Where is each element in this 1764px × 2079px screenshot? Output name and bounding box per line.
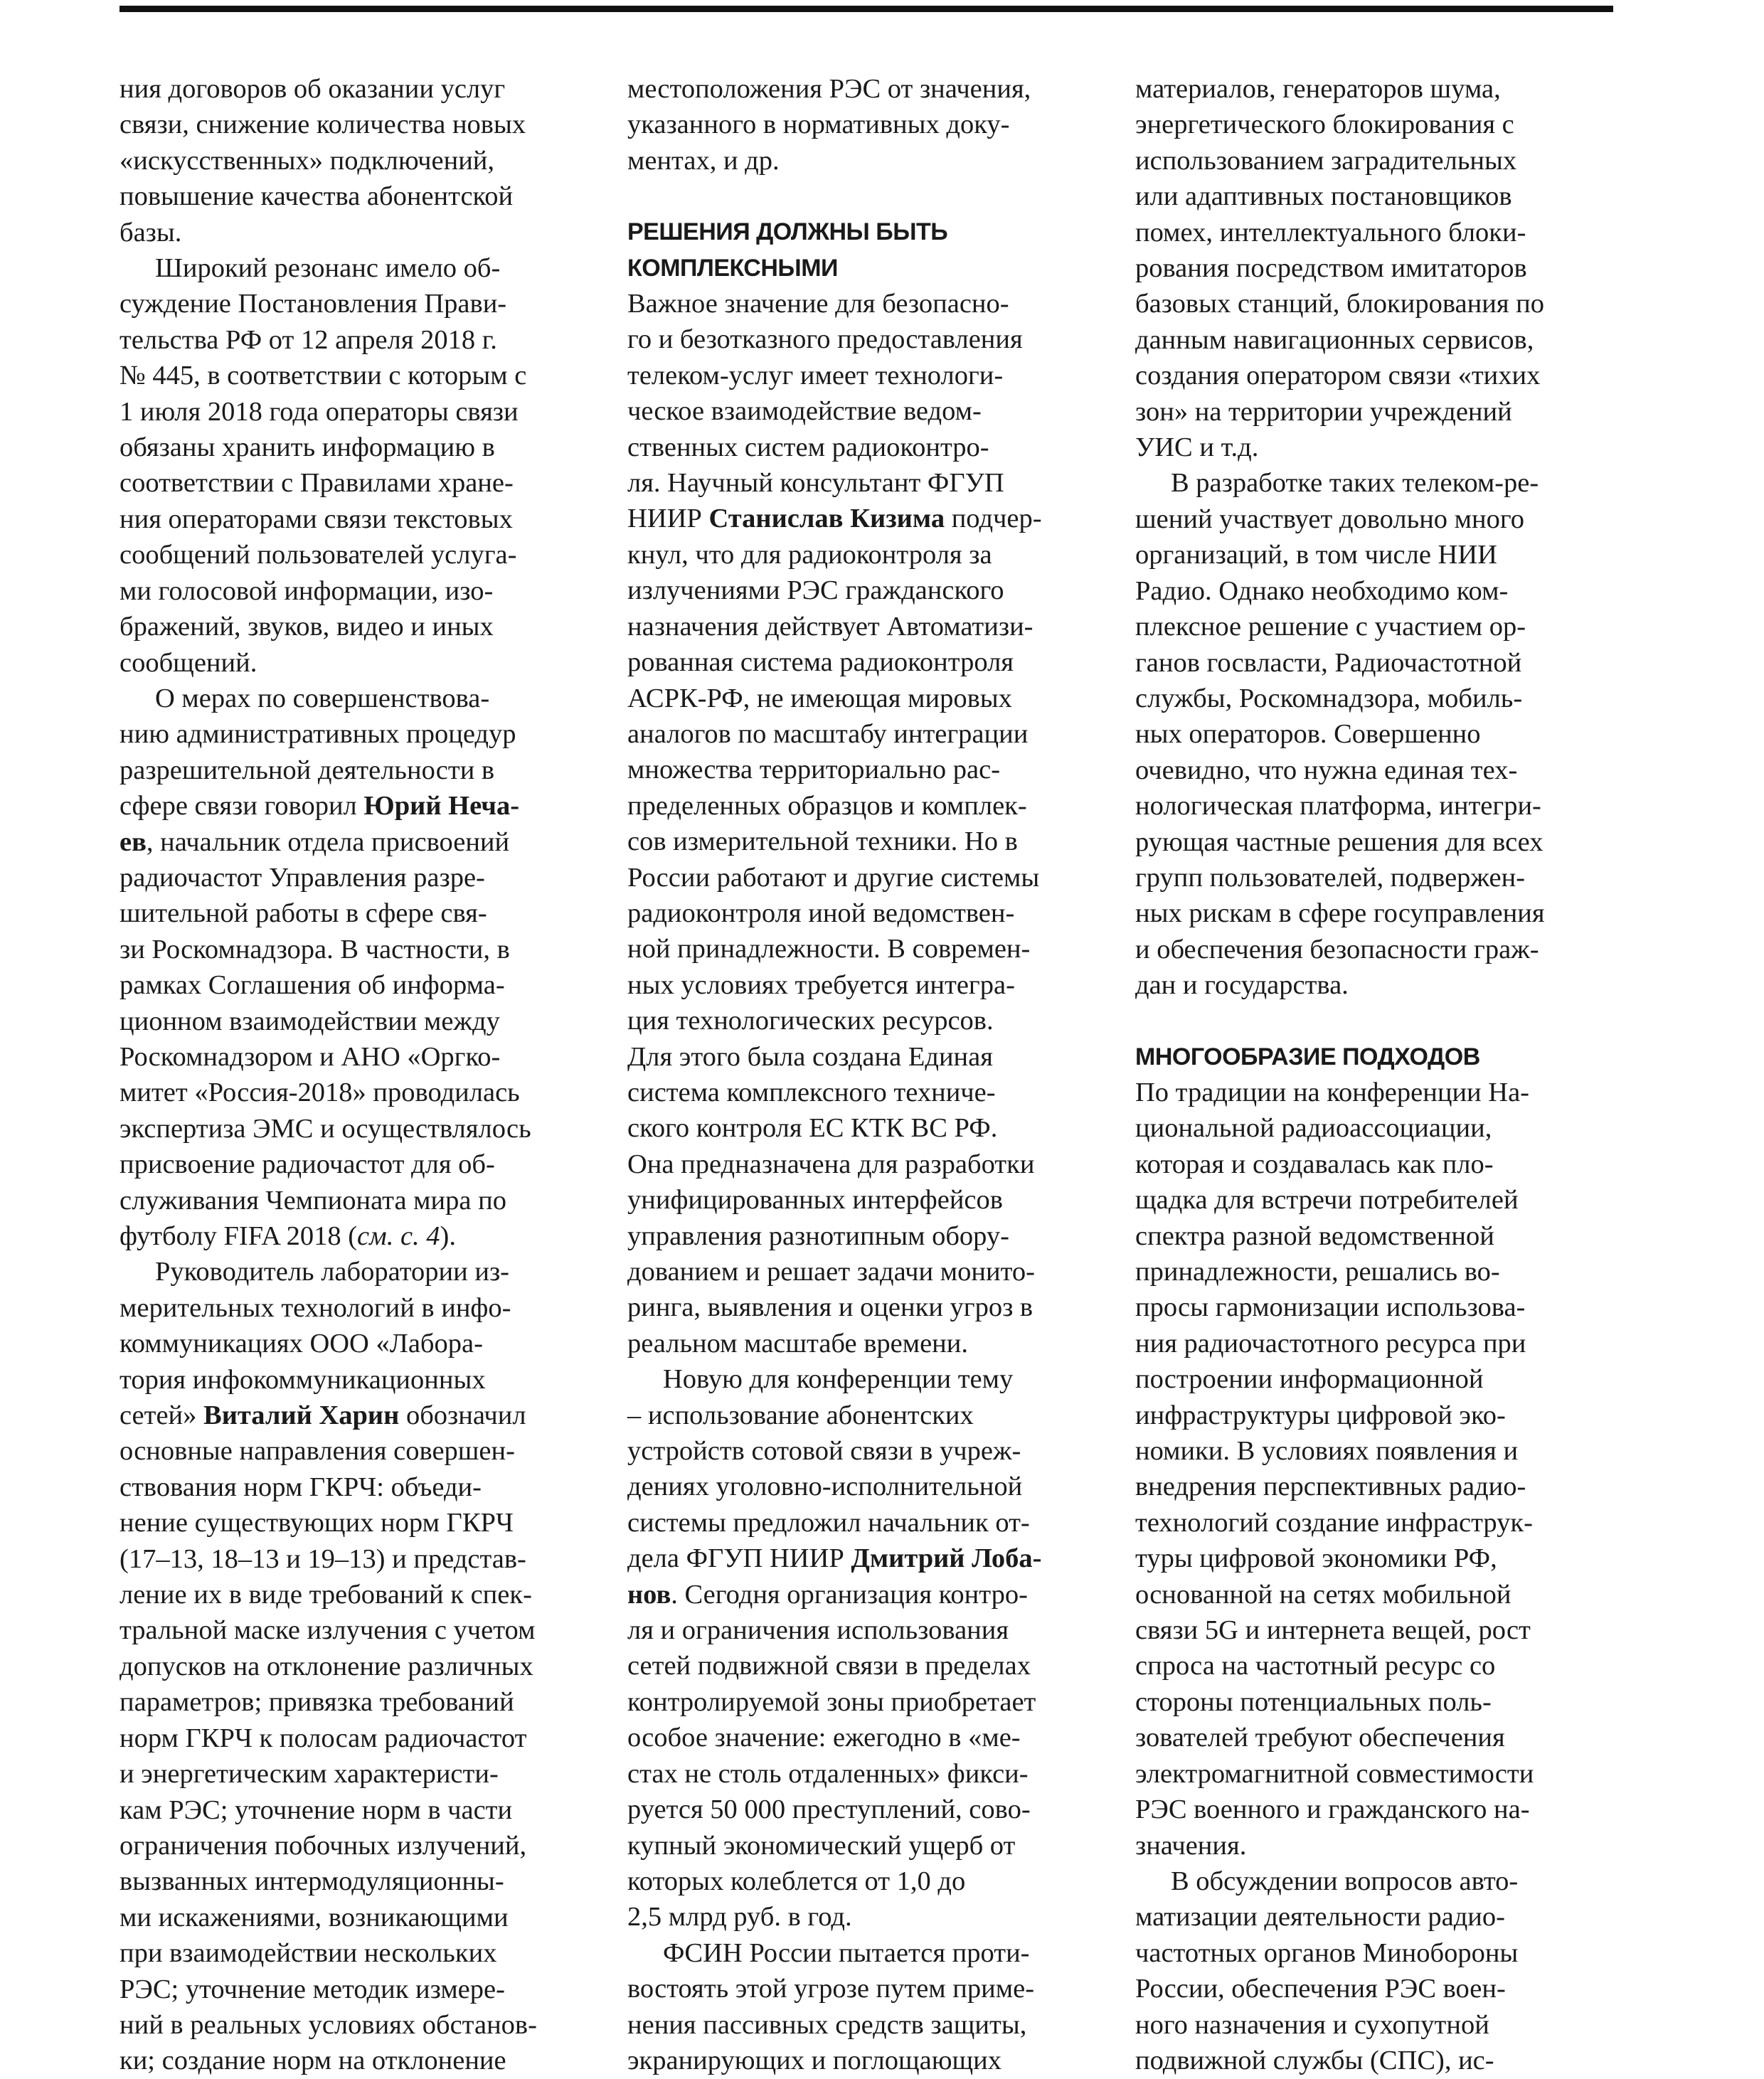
text-line: дованием и решает задачи монито- — [627, 1257, 1035, 1287]
text-line: По традиции на конференции На- — [1135, 1077, 1529, 1107]
text-line: митет «Россия-2018» проводилась — [119, 1078, 520, 1108]
text-line: ля и ограничения использования — [627, 1615, 1009, 1646]
text-line: и обеспечения безопасности граж- — [1135, 934, 1539, 964]
text-line: шений участвует довольно много — [1135, 504, 1524, 534]
text-line: просы гармонизации использова- — [1135, 1292, 1526, 1323]
text-line: технологий создание инфраструк- — [1135, 1507, 1533, 1538]
text-line: бражений, звуков, видео и иных — [119, 612, 494, 642]
paragraph — [627, 286, 1100, 1361]
top-rule — [119, 6, 1613, 12]
text-line: го и безотказного предоставления — [627, 324, 1023, 355]
text-line: плексное решение с участием ор- — [1135, 612, 1526, 642]
text-line: связи, снижение количества новых — [119, 110, 526, 140]
text-line: система комплексного техниче- — [627, 1077, 996, 1107]
text-line: сообщений. — [119, 647, 257, 678]
section-heading — [1135, 1039, 1608, 1075]
text-line: «искусственных» подключений, — [119, 145, 495, 176]
text-line: ев, начальник отдела присвоений — [119, 826, 510, 857]
text-line: номики. В условиях появления и — [1135, 1436, 1519, 1467]
text-line: руется 50 000 преступлений, сово- — [627, 1794, 1031, 1825]
text-line: аналогов по масштабу интеграции — [627, 718, 1029, 749]
text-line: коммуникациях ООО «Лабора- — [119, 1329, 483, 1359]
text-line: и энергетическим характеристи- — [119, 1759, 499, 1790]
text-line: вызванных интермодуляционны- — [119, 1866, 504, 1897]
text-line: футболу FIFA 2018 (см. с. 4). — [119, 1221, 456, 1251]
text-line: щадка для встречи потребителей — [1135, 1185, 1519, 1216]
text-line: инфраструктуры цифровой эко- — [1135, 1400, 1506, 1430]
text-line: ний в реальных условиях обстанов- — [119, 2009, 537, 2040]
text-line: РЭС; уточнение методик измере- — [119, 1974, 505, 2004]
text-line: сфере связи говорил Юрий Неча- — [119, 791, 520, 822]
text-line: связи 5G и интернета вещей, рост — [1135, 1615, 1531, 1646]
text-line: управления разнотипным обору- — [627, 1221, 1009, 1251]
text-line: ционном взаимодействии между — [119, 1006, 500, 1036]
text-line: ограничения побочных излучений, — [119, 1830, 527, 1861]
text-line: ми искажениями, возникающими — [119, 1902, 509, 1932]
text-line: службы, Роскомнадзора, мобиль- — [1135, 683, 1523, 713]
text-line: МНОГООБРАЗИЕ ПОДХОДОВ — [1135, 1043, 1480, 1070]
text-line: ных рискам в сфере госуправления — [1135, 898, 1545, 929]
text-line: которая и создавалась как пло- — [1135, 1149, 1494, 1179]
text-line: построении информационной — [1135, 1364, 1484, 1395]
text-line: помех, интеллектуального блоки- — [1135, 217, 1526, 248]
text-line: В разработке таких телеком-ре- — [1171, 468, 1539, 499]
text-line: ция технологических ресурсов. — [627, 1006, 994, 1036]
text-line: востоять этой угрозе путем приме- — [627, 1974, 1035, 2004]
text-line: ной принадлежности. В современ- — [627, 934, 1031, 964]
paragraph — [119, 1254, 593, 2078]
text-line: значения. — [1135, 1830, 1247, 1861]
text-line: 1 июля 2018 года операторы связи — [119, 396, 519, 427]
text-line: материалов, генераторов шума, — [1135, 74, 1501, 104]
text-line: которых колеблется от 1,0 до — [627, 1866, 966, 1896]
text-line: России, обеспечения РЭС воен- — [1135, 1974, 1506, 2004]
text-line: рамках Соглашения об информа- — [119, 970, 505, 1001]
text-line: сетей подвижной связи в пределах — [627, 1651, 1031, 1681]
text-line: групп пользователей, подвержен- — [1135, 862, 1526, 893]
text-line: очевидно, что нужна единая тех- — [1135, 755, 1518, 785]
text-line: основанной на сетях мобильной — [1135, 1579, 1511, 1610]
text-line: Роскомнадзором и АНО «Оргко- — [119, 1041, 501, 1072]
section-gap — [627, 179, 1100, 214]
text-line: указанного в нормативных доку- — [627, 110, 1010, 140]
text-line: назначения действует Автоматизи- — [627, 611, 1034, 642]
text-line: Важное значение для безопасно- — [627, 289, 1009, 319]
text-line: внедрения перспективных радио- — [1135, 1472, 1526, 1502]
text-line: купный экономический ущерб от — [627, 1830, 1016, 1861]
text-line: нологическая платформа, интегри- — [1135, 791, 1541, 822]
text-line: РЕШЕНИЯ ДОЛЖНЫ БЫТЬ — [627, 218, 948, 246]
text-line: подвижной службы (СПС), ис- — [1135, 2045, 1494, 2075]
text-line: кнул, что для радиоконтроля за — [627, 539, 992, 570]
text-line: нения пассивных средств защиты, — [627, 2009, 1027, 2040]
paragraph — [1135, 71, 1608, 465]
text-line: Руководитель лаборатории из- — [155, 1257, 509, 1287]
text-line: ского контроля ЕС КТК ВС РФ. — [627, 1113, 998, 1144]
text-line: сообщений пользователей услуга- — [119, 540, 517, 570]
text-line: обязаны хранить информацию в — [119, 432, 495, 463]
text-line: – использование абонентских — [627, 1400, 974, 1430]
text-line: контролируемой зоны приобретает — [627, 1686, 1036, 1717]
paragraph — [1135, 1075, 1608, 1863]
text-line: разрешительной деятельности в — [119, 755, 495, 785]
text-line: сетей» Виталий Харин обозначил — [119, 1400, 526, 1431]
text-line: экспертиза ЭМС и осуществлялось — [119, 1113, 531, 1144]
text-line: базовых станций, блокирования по — [1135, 289, 1545, 319]
text-line: ление их в виде требований к спек- — [119, 1580, 532, 1610]
text-line: экранирующих и поглощающих — [627, 2045, 1002, 2075]
text-line: рования посредством имитаторов — [1135, 253, 1527, 284]
section-gap — [1135, 1004, 1608, 1039]
text-line: НИИР Станислав Кизима подчер- — [627, 504, 1042, 534]
text-line: норм ГКРЧ к полосам радиочастот — [119, 1723, 527, 1753]
text-line: создания оператором связи «тихих — [1135, 361, 1541, 391]
paragraph — [627, 1361, 1100, 1935]
text-line: КОМПЛЕКСНЫМИ — [627, 254, 838, 282]
text-line: ных операторов. Совершенно — [1135, 719, 1481, 750]
text-line: Она предназначена для разработки — [627, 1149, 1035, 1179]
text-line: реальном масштабе времени. — [627, 1328, 969, 1358]
text-line: РЭС военного и гражданского на- — [1135, 1794, 1530, 1825]
text-line: тельства РФ от 12 апреля 2018 г. — [119, 324, 497, 355]
text-line: Радио. Однако необходимо ком- — [1135, 575, 1509, 606]
column-1 — [119, 71, 593, 2079]
text-line: частотных органов Минобороны — [1135, 1937, 1519, 1968]
text-line: России работают и другие системы — [627, 862, 1040, 893]
text-line: зон» на территории учреждений — [1135, 396, 1512, 427]
text-line: рующая частные решения для всех — [1135, 826, 1544, 857]
text-line: электромагнитной совместимости — [1135, 1758, 1534, 1789]
text-line: ми голосовой информации, изо- — [119, 575, 494, 606]
text-line: служивания Чемпионата мира по — [119, 1185, 506, 1216]
text-line: ки; создание норм на отклонение — [119, 2046, 506, 2076]
text-line: сов измерительной техники. Но в — [627, 826, 1018, 857]
text-line: О мерах по совершенствова- — [155, 683, 490, 713]
text-line: ФСИН России пытается проти- — [663, 1937, 1030, 1968]
text-line: местоположения РЭС от значения, — [627, 74, 1031, 104]
text-line: нию административных процедур — [119, 719, 516, 750]
text-line: телеком-услуг имеет технологи- — [627, 360, 1004, 390]
text-line: устройств сотовой связи в учреж- — [627, 1436, 1021, 1467]
paragraph — [1135, 465, 1608, 1003]
text-line: ния договоров об оказании услуг — [119, 74, 506, 104]
text-line: ментах, и др. — [627, 145, 780, 176]
text-line: ния операторами связи текстовых — [119, 504, 513, 534]
text-line: 2,5 млрд руб. в год. — [627, 1902, 852, 1932]
text-line: туры цифровой экономики РФ, — [1135, 1543, 1497, 1574]
paragraph — [627, 1935, 1100, 2079]
column-3 — [1135, 71, 1608, 2078]
section-heading — [627, 214, 1100, 286]
text-line: УИС и т.д. — [1135, 432, 1259, 463]
text-line: ринга, выявления и оценки угроз в — [627, 1292, 1034, 1323]
text-line: пределенных образцов и комплек- — [627, 790, 1027, 821]
text-line: множества территориально рас- — [627, 755, 1001, 785]
text-line: принадлежности, решались во- — [1135, 1257, 1500, 1287]
text-line: ных условиях требуется интегра- — [627, 969, 1015, 1000]
text-line: спроса на частотный ресурс со — [1135, 1651, 1496, 1681]
text-line: излучениями РЭС гражданского — [627, 575, 1004, 606]
text-line: данным навигационных сервисов, — [1135, 324, 1534, 355]
text-line: ствования норм ГКРЧ: объеди- — [119, 1472, 482, 1502]
text-line: циональной радиоассоциации, — [1135, 1113, 1492, 1144]
text-line: тральной маске излучения с учетом — [119, 1615, 536, 1646]
text-line: допусков на отклонение различных — [119, 1651, 533, 1681]
text-line: Для этого была создана Единая — [627, 1041, 993, 1072]
text-line: рованная система радиоконтроля — [627, 647, 1014, 678]
column-2 — [627, 71, 1100, 2078]
text-line: кам РЭС; уточнение норм в части — [119, 1794, 513, 1825]
text-line: В обсуждении вопросов авто- — [1171, 1866, 1519, 1896]
text-line: Новую для конференции тему — [663, 1364, 1014, 1395]
text-line: стах не столь отдаленных» фикси- — [627, 1758, 1029, 1789]
text-line: или адаптивных постановщиков — [1135, 181, 1512, 212]
text-line: шительной работы в сфере свя- — [119, 898, 487, 929]
text-line: суждение Постановления Прави- — [119, 289, 507, 319]
text-line: использованием заградительных — [1135, 145, 1517, 176]
text-line: АСРК-РФ, не имеющая мировых — [627, 683, 1012, 713]
text-line: дела ФГУП НИИР Дмитрий Лоба- — [627, 1543, 1042, 1574]
text-line: ного назначения и сухопутной — [1135, 2009, 1489, 2040]
text-line: тория инфокоммуникационных — [119, 1364, 486, 1395]
text-line: базы. — [119, 217, 182, 248]
text-line: ля. Научный консультант ФГУП — [627, 468, 1004, 499]
text-line: ганов госвласти, Радиочастотной — [1135, 647, 1522, 678]
text-line: организаций, в том числе НИИ — [1135, 540, 1497, 570]
text-line: стороны потенциальных поль- — [1135, 1686, 1492, 1717]
text-line: спектра разной ведомственной — [1135, 1221, 1494, 1251]
text-line: соответствии с Правилами хране- — [119, 468, 514, 499]
text-line: ческое взаимодействие ведом- — [627, 396, 982, 427]
paragraph — [119, 250, 593, 681]
text-line: повышение качества абонентской — [119, 181, 514, 212]
text-line: нов. Сегодня организация контро- — [627, 1579, 1028, 1610]
paragraph — [1135, 1863, 1608, 2078]
text-line: матизации деятельности радио- — [1135, 1902, 1505, 1932]
text-line: дениях уголовно-исполнительной — [627, 1472, 1023, 1502]
text-line: особое значение: ежегодно в «ме- — [627, 1723, 1021, 1753]
paragraph — [627, 71, 1100, 179]
text-line: радиоконтроля иной ведомствен- — [627, 898, 1015, 928]
text-line: нение существующих норм ГКРЧ — [119, 1508, 514, 1538]
text-line: ственных систем радиоконтро- — [627, 432, 989, 462]
text-line: унифицированных интерфейсов — [627, 1185, 1003, 1216]
text-line: мерительных технологий в инфо- — [119, 1292, 511, 1323]
paragraph — [119, 681, 593, 1255]
text-line: зи Роскомнадзора. В частности, в — [119, 934, 510, 964]
text-line: присвоение радиочастот для об- — [119, 1149, 495, 1180]
text-line: ния радиочастотного ресурса при — [1135, 1328, 1526, 1358]
text-line: (17–13, 18–13 и 19–13) и представ- — [119, 1543, 526, 1574]
text-line: основные направления совершен- — [119, 1436, 515, 1467]
text-line: зователей требуют обеспечения — [1135, 1723, 1505, 1753]
text-line: № 445, в соответствии с которым с — [119, 361, 527, 391]
text-line: дан и государства. — [1135, 970, 1349, 1001]
text-line: при взаимодействии нескольких — [119, 1938, 497, 1969]
text-line: системы предложил начальник от- — [627, 1507, 1030, 1538]
paragraph — [119, 71, 593, 250]
text-line: радиочастот Управления разре- — [119, 862, 485, 893]
text-line: Широкий резонанс имело об- — [155, 253, 501, 284]
text-line: энергетического блокирования с — [1135, 110, 1514, 140]
text-line: параметров; привязка требований — [119, 1687, 514, 1718]
